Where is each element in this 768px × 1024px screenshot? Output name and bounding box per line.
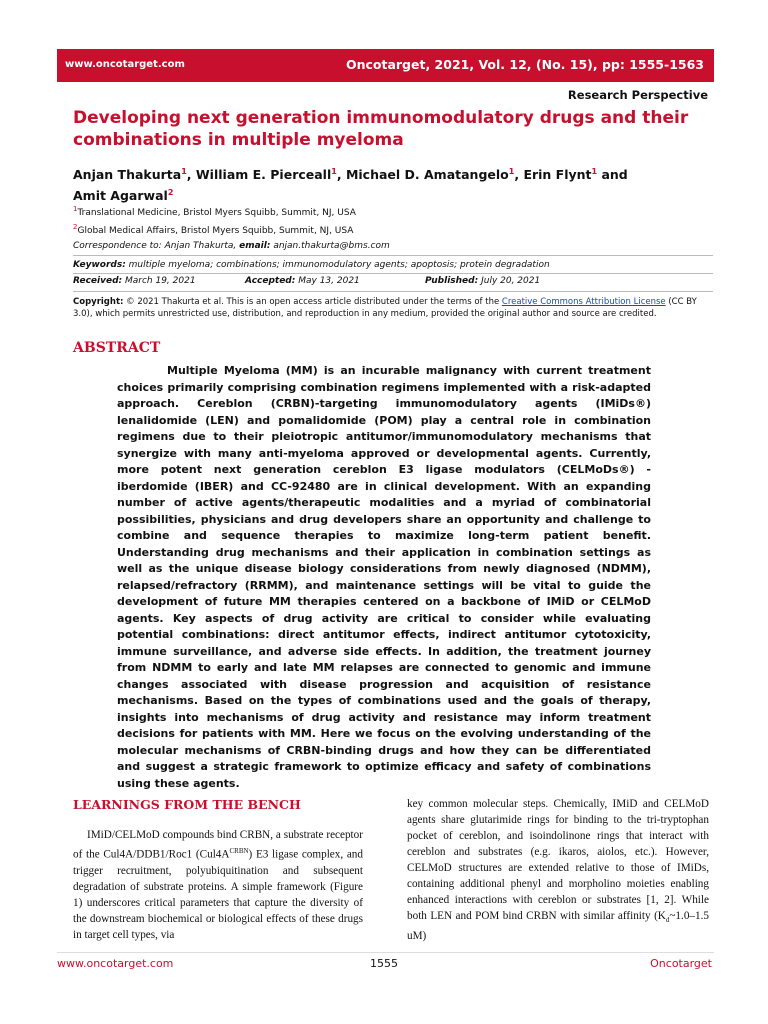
body-column-left: IMiD/CELMoD compounds bind CRBN, a substrate receptor of the Cul4A/DDB1/Roc1 $(Cul4A^{CRBN})$ E3 ligase complex, and trigger recruitment, polyubiquitination and subsequent degradation of substrate proteins. A simple framework (Figure 1) underscores critical parameters that capture the diversity of the downstream biochemical or biological effects of these drugs in target cell types, via <box>73 829 363 941</box>
body-column-right: key common molecular steps. Chemically, IMiD and CELMoD agents share glutarimide rings for binding to the tri-tryptophan pocket of cereblon, and isoindolinone rings that interact with cereblon and substrates (e.g. ikaros, aiolos, etc.). However, CELMoD structures are extended relative to those of IMiDs, containing additional phenyl and morpholino moieties enabling enhanced interactions with cereblon or substrates [1, 2]. While both LEN and POM bind CRBN with similar affinity ($K_d\sim 1.0-1.5$ uM) <box>407 798 709 943</box>
article-title: Developing next generation immunomodulatory drugs and their combinations in multiple myeloma <box>73 108 689 150</box>
keywords: Keywords: multiple myeloma; combinations; immunomodulatory agents; apoptosis; protein degradation <box>73 260 550 270</box>
footer-divider <box>57 952 714 953</box>
divider <box>73 291 713 292</box>
author-name: William E. Pierceall <box>195 167 332 183</box>
affiliation: $^2$Global Medical Affairs, Bristol Myers Squibb, Summit, NJ, USA <box>73 223 354 236</box>
email-link[interactable]: anjan.thakurta@bms.com <box>270 241 390 251</box>
correspondence: Correspondence to: Anjan Thakurta, email: anjan.thakurta@bms.com <box>73 241 390 251</box>
published-date: Published: July 20, 2021 <box>425 276 541 286</box>
author-aff: 1 <box>331 167 337 176</box>
footer-url[interactable]: www.oncotarget.com <box>57 957 174 970</box>
author-name: Amit Agarwal <box>73 188 168 204</box>
divider <box>73 273 713 274</box>
author-name: Erin Flynt <box>523 167 592 183</box>
divider <box>73 255 713 256</box>
author-name: Anjan Thakurta <box>73 167 182 183</box>
license-link[interactable]: Creative Commons Attribution License <box>501 297 666 307</box>
author-name: Michael D. Amatangelo <box>345 167 509 183</box>
abstract-heading: ABSTRACT <box>73 340 161 356</box>
author-aff: 1 <box>181 167 187 176</box>
footer-journal: Oncotarget <box>650 957 712 970</box>
abstract-text: Multiple Myeloma (MM) is an incurable malignancy with current treatment choices primarily comprising combination regimens implemented with a risk-adapted approach. Cereblon (CRBN)-targeting immunomodulatory agents (IMiDs®) lenalidomide (LEN) and pomalidomide (POM) play a central role in combination regimens due to their pleiotropic antitumor/immunomodulatory mechanisms that synergize with many anti-myeloma approved or developmental agents. Currently, more potent next generation cereblon E3 ligase modulators (CELMoDs®) - iberdomide (IBER) and CC-92480 are in clinical development. With an expanding number of active agents/therapeutic modalities and a myriad of combinatorial possibilities, physicians and drug developers share an opportunity and challenge to combine and sequence therapies to maximize long-term patient benefit. Understanding drug mechanisms and their application in combination settings as well as the unique disease biology considerations from newly diagnosed (NDMM), relapsed/refractory (RRMM), and maintenance settings will be vital to guide the development of future MM therapies centered on a backbone of IMiD or CELMoD agents. Key aspects of drug activity are critical to consider while evaluating potential combinations: direct antitumor effects, indirect antitumor cytotoxicity, immune surveillance, and adverse side effects. In addition, the treatment journey from NDMM to early and late MM relapses are connected to genomic and immune changes associated with disease progression and acquisition of resistance mechanisms. Based on the types of combinations used and the goals of therapy, insights into mechanisms of drug activity and resistance may inform treatment decisions for patients with MM. Here we focus on the evolving understanding of the molecular mechanisms of CRBN-binding drugs and how they can be differentiated and suggest a strategic framework to optimize efficacy and safety of combinations using these agents. <box>117 364 651 790</box>
author-list: Anjan Thakurta$^1$, William E. Pierceall$^1$, Michael D. Amatangelo$^1$, Erin Flynt$^1$ and Amit Agarwal$^2$ <box>73 167 628 204</box>
copyright-notice: Copyright: © 2021 Thakurta et al. This is an open access article distributed under the terms of the Creative Commons Attribution License (CC BY 3.0), which permits unrestricted use, distribution, and reproduction in any medium, provided the original author and source are credited. <box>73 297 697 319</box>
article-type: Research Perspective <box>567 88 708 102</box>
section-heading: LEARNINGS FROM THE BENCH <box>73 797 301 812</box>
author-aff: 1 <box>508 167 515 176</box>
affiliation: $^1$Translational Medicine, Bristol Myers Squibb, Summit, NJ, USA <box>73 205 356 218</box>
citation: Oncotarget, 2021, Vol. 12, (No. 15), pp: 1555-1563 <box>345 57 704 72</box>
journal-url[interactable]: www.oncotarget.com <box>65 59 185 70</box>
accepted-date: Accepted: May 13, 2021 <box>245 276 360 286</box>
author-aff: 2 <box>167 188 174 198</box>
journal-banner <box>57 49 714 82</box>
page-number: 1555 <box>370 957 398 970</box>
author-aff: 1 <box>591 167 598 176</box>
received-date: Received: March 19, 2021 <box>73 276 196 286</box>
